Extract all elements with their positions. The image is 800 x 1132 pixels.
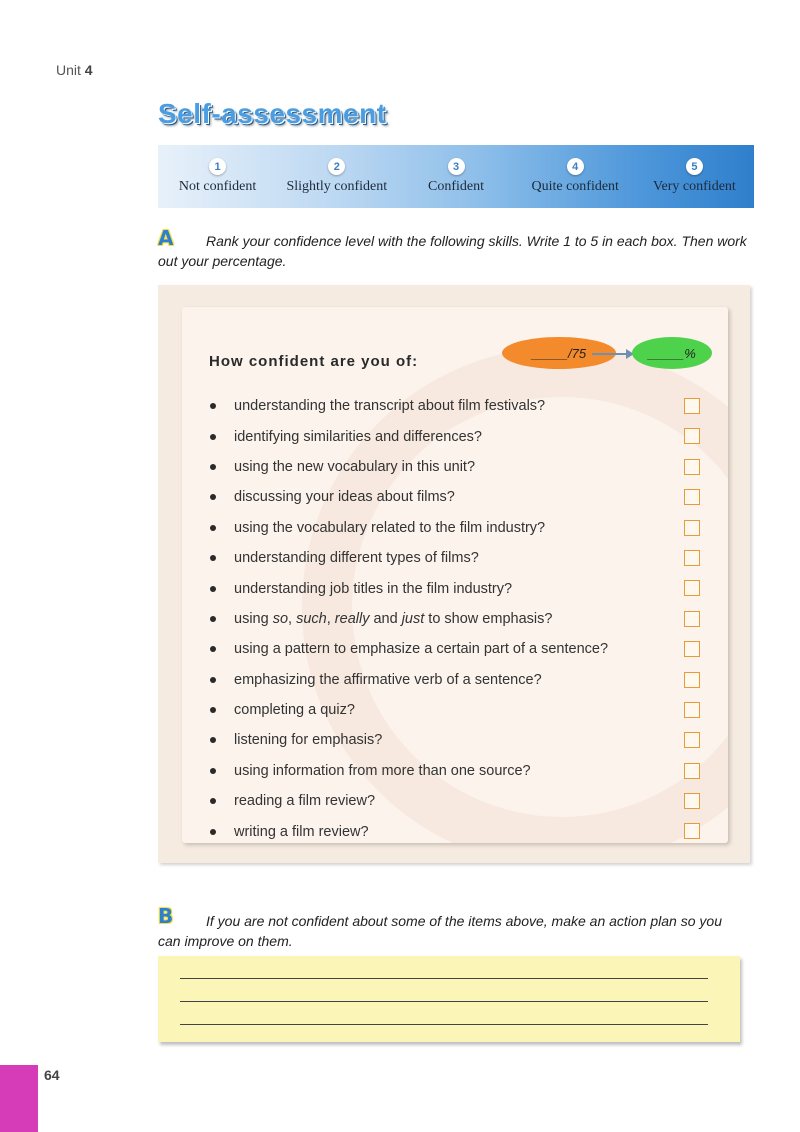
- arrow-icon: [592, 353, 632, 355]
- skills-list: [210, 391, 720, 843]
- skill-text: understanding different types of films?: [234, 550, 479, 567]
- scale-number: 3: [448, 158, 465, 175]
- skill-text: writing a film review?: [234, 823, 369, 840]
- bullet-icon: [210, 677, 216, 683]
- rating-box[interactable]: [684, 459, 700, 475]
- skill-item: [210, 482, 720, 512]
- writing-line[interactable]: [180, 1024, 708, 1025]
- confidence-panel: [158, 285, 750, 863]
- rating-box[interactable]: [684, 398, 700, 414]
- writing-line[interactable]: [180, 1001, 708, 1002]
- unit-prefix: Unit: [56, 62, 81, 78]
- skill-item: [210, 665, 720, 695]
- rating-box[interactable]: [684, 823, 700, 839]
- rating-box[interactable]: [684, 763, 700, 779]
- scale-label: Very confident: [653, 179, 736, 194]
- rating-box[interactable]: [684, 611, 700, 627]
- bullet-icon: [210, 464, 216, 470]
- bullet-icon: [210, 646, 216, 652]
- rating-box[interactable]: [684, 672, 700, 688]
- writing-line[interactable]: [180, 978, 708, 979]
- scale-label: Not confident: [178, 179, 257, 194]
- confidence-scale: [158, 145, 754, 208]
- bullet-icon: [210, 768, 216, 774]
- scale-item-5: [635, 145, 754, 208]
- skill-item: [210, 725, 720, 755]
- skill-text: using the vocabulary related to the film industry?: [234, 519, 546, 536]
- percent-pill: [632, 337, 712, 369]
- skill-text: using a pattern to emphasize a certain part of a sentence?: [234, 641, 609, 658]
- rating-box[interactable]: [684, 641, 700, 657]
- bullet-icon: [210, 616, 216, 622]
- scale-label: Quite confident: [531, 179, 619, 194]
- bullet-icon: [210, 586, 216, 592]
- skill-text: discussing your ideas about films?: [234, 489, 455, 506]
- skill-text: listening for emphasis?: [234, 732, 383, 749]
- skill-item: [210, 786, 720, 816]
- skill-item: [210, 513, 720, 543]
- skill-item: [210, 573, 720, 603]
- panel-heading: How confident are you of:: [209, 353, 419, 370]
- bullet-icon: [210, 798, 216, 804]
- percent-text: _____%: [648, 345, 696, 361]
- bullet-icon: [210, 737, 216, 743]
- skill-text: using information from more than one source?: [234, 762, 531, 779]
- page-tab: [0, 1065, 38, 1132]
- score-text: _____/75: [531, 345, 587, 361]
- rating-box[interactable]: [684, 520, 700, 536]
- scale-item-2: [277, 145, 396, 208]
- rating-box[interactable]: [684, 702, 700, 718]
- skill-item: [210, 695, 720, 725]
- bullet-icon: [210, 403, 216, 409]
- skill-text: using the new vocabulary in this unit?: [234, 458, 476, 475]
- skill-text: identifying similarities and differences?: [234, 428, 482, 445]
- bullet-icon: [210, 494, 216, 500]
- scale-number: 1: [209, 158, 226, 175]
- rating-box[interactable]: [684, 550, 700, 566]
- rating-box[interactable]: [684, 580, 700, 596]
- bullet-icon: [210, 434, 216, 440]
- rating-box[interactable]: [684, 732, 700, 748]
- section-a-instruction: Rank your confidence level with the following skills. Write 1 to 5 in each box. Then work out your percentage.: [158, 233, 747, 269]
- section-b-letter: B: [158, 904, 174, 928]
- scale-number: 4: [567, 158, 584, 175]
- scale-number: 5: [686, 158, 703, 175]
- skill-item: [210, 604, 720, 634]
- skill-item: [210, 634, 720, 664]
- bullet-icon: [210, 829, 216, 835]
- skill-text: understanding job titles in the film industry?: [234, 580, 513, 597]
- action-plan-box: [158, 956, 740, 1042]
- rating-box[interactable]: [684, 489, 700, 505]
- skill-text: understanding the transcript about film festivals?: [234, 398, 546, 415]
- skill-item: [210, 816, 720, 843]
- confidence-card: [182, 307, 728, 843]
- skill-item: [210, 756, 720, 786]
- unit-label: [56, 62, 93, 78]
- scale-item-1: [158, 145, 277, 208]
- bullet-icon: [210, 707, 216, 713]
- page-title: Self-assessment: [158, 98, 387, 129]
- unit-number: 4: [84, 62, 93, 78]
- scale-item-3: [396, 145, 515, 208]
- bullet-icon: [210, 555, 216, 561]
- rating-box[interactable]: [684, 428, 700, 444]
- skill-text: completing a quiz?: [234, 702, 355, 719]
- skill-text: reading a film review?: [234, 793, 376, 810]
- section-b-instruction: If you are not confident about some of the items above, make an action plan so you can improve on them.: [158, 913, 722, 949]
- scale-item-4: [516, 145, 635, 208]
- skill-item: [210, 391, 720, 421]
- section-a-letter: A: [158, 226, 174, 250]
- scale-label: Confident: [428, 179, 484, 194]
- skill-text: emphasizing the affirmative verb of a sentence?: [234, 671, 542, 688]
- skill-text: using so, such, really and just to show emphasis?: [234, 610, 553, 627]
- bullet-icon: [210, 525, 216, 531]
- scale-number: 2: [328, 158, 345, 175]
- skill-item: [210, 543, 720, 573]
- skill-item: [210, 421, 720, 451]
- scale-label: Slightly confident: [286, 179, 388, 194]
- rating-box[interactable]: [684, 793, 700, 809]
- page-number: 64: [44, 1067, 60, 1083]
- skill-item: [210, 452, 720, 482]
